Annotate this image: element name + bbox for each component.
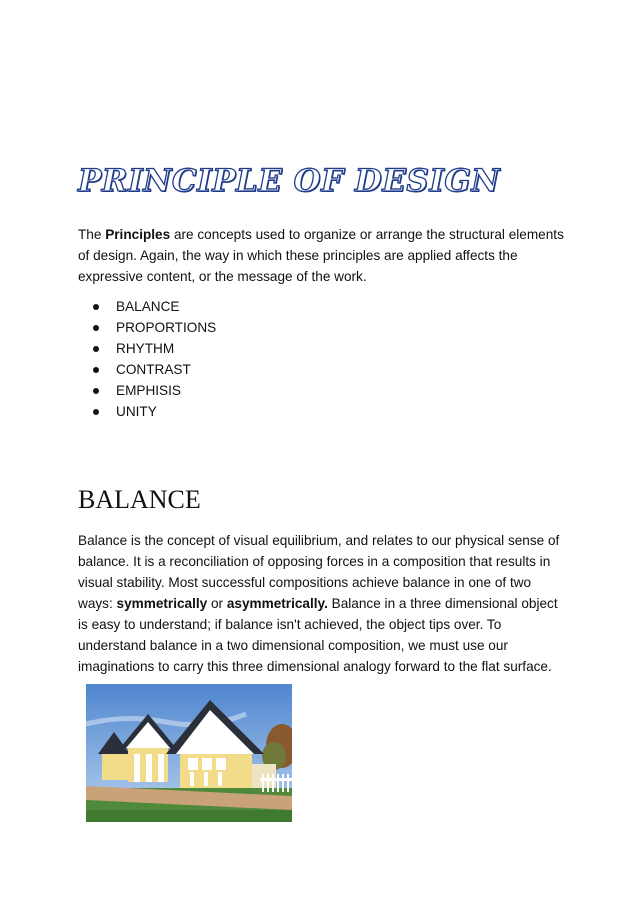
bullet-icon: [93, 346, 99, 352]
list-item: [90, 401, 216, 422]
list-item-label: BALANCE: [116, 299, 180, 314]
list-item: [90, 359, 216, 380]
section-heading-balance: BALANCE: [78, 485, 201, 514]
intro-bold-term: Principles: [105, 227, 171, 242]
list-item-label: UNITY: [116, 404, 157, 419]
bullet-icon: [93, 409, 99, 415]
balance-text-1: Balance is the concept of visual equilibrium, and relates to our physical sense of balance. It is a reconciliation of opposing forces in a composition that results in visual stability. Most successful compositions achieve balance in one of two ways:: [78, 533, 560, 611]
bullet-icon: [93, 325, 99, 331]
intro-paragraph: [78, 224, 568, 287]
list-item-label: EMPHISIS: [116, 383, 181, 398]
bullet-icon: [93, 304, 99, 310]
principles-list: [90, 296, 216, 422]
list-item-label: CONTRAST: [116, 362, 191, 377]
list-item: [90, 380, 216, 401]
house-photo: [86, 684, 292, 822]
page-title: PRINCIPLE OF DESIGN: [78, 163, 501, 199]
balance-bold-symmetric: symmetrically: [116, 596, 208, 611]
list-item: [90, 296, 216, 317]
intro-text-rest: are concepts used to organize or arrange the structural elements of design. Again, the way in which these principles are applied affects the expressive content, or the message of the work.: [78, 227, 564, 284]
list-item: [90, 338, 216, 359]
balance-paragraph: [78, 530, 568, 677]
balance-bold-asymmetric: asymmetrically.: [226, 596, 328, 611]
list-item-label: PROPORTIONS: [116, 320, 217, 335]
balance-text-2: or: [207, 596, 227, 611]
list-item-label: RHYTHM: [116, 341, 175, 356]
balance-text-3: Balance in a three dimensional object is easy to understand; if balance isn't achieved, the object tips over. To understand balance in a two dimensional composition, we must use our imaginations to carry this three dimensional analogy forward to the flat surface.: [78, 596, 558, 674]
intro-text-start: The: [78, 227, 106, 242]
list-item: [90, 317, 216, 338]
bullet-icon: [93, 388, 99, 394]
bullet-icon: [93, 367, 99, 373]
